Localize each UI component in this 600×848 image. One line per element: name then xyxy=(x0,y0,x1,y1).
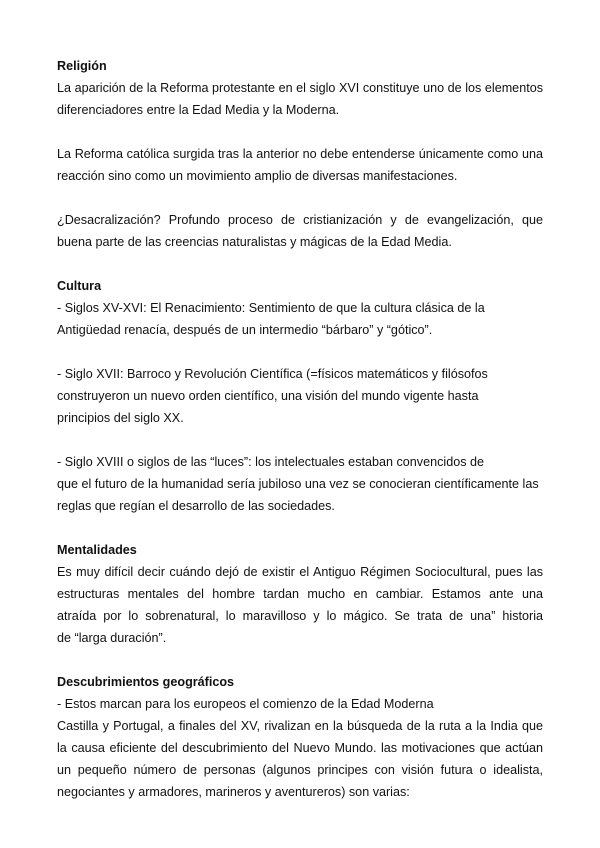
paragraph-line: la causa eficiente del descubrimiento del Nuevo Mundo. las motivaciones que actúan xyxy=(57,741,543,755)
paragraph-line: Antigüedad renacía, después de un intermedio “bárbaro” y “gótico”. xyxy=(57,323,433,337)
paragraph-line: - Siglo XVII: Barroco y Revolución Científica (=físicos matemáticos y filósofos xyxy=(57,367,488,381)
paragraph-line: reacción sino como un movimiento amplio de diversas manifestaciones. xyxy=(57,169,458,183)
paragraph-line: de “larga duración”. xyxy=(57,631,167,645)
paragraph-line: negociantes y armadores, marineros y aventureros) son varias: xyxy=(57,785,410,799)
paragraph-line: estructuras mentales del hombre tardan mucho en cambiar. Estamos ante una xyxy=(57,587,543,601)
paragraph-line: ¿Desacralización? Profundo proceso de cristianización y de evangelización, que xyxy=(57,213,543,227)
paragraph-line: Castilla y Portugal, a finales del XV, rivalizan en la búsqueda de la ruta a la India que xyxy=(57,719,543,733)
paragraph-line: - Estos marcan para los europeos el comienzo de la Edad Moderna xyxy=(57,697,434,711)
section-heading-cultura: Cultura xyxy=(57,279,102,293)
paragraph-gap xyxy=(57,517,543,539)
paragraph-gap xyxy=(57,341,543,363)
paragraph-line: atraída por lo sobrenatural, lo maravilloso y lo mágico. Se trata de una” historia xyxy=(57,609,543,623)
paragraph-line: construyeron un nuevo orden científico, una visión del mundo vigente hasta xyxy=(57,389,479,403)
paragraph-gap xyxy=(57,649,543,671)
paragraph-line: un pequeño número de personas (algunos principes con visión futura o idealista, xyxy=(57,763,543,777)
paragraph-line: - Siglo XVIII o siglos de las “luces”: los intelectuales estaban convencidos de xyxy=(57,455,485,469)
paragraph-line: principios del siglo XX. xyxy=(57,411,184,425)
paragraph-line: - Siglos XV-XVI: El Renacimiento: Sentimiento de que la cultura clásica de la xyxy=(57,301,485,315)
paragraph-line: buena parte de las creencias naturalistas y mágicas de la Edad Media. xyxy=(57,235,452,249)
section-heading-mentalidades: Mentalidades xyxy=(57,543,137,557)
paragraph-line: Es muy difícil decir cuándo dejó de existir el Antiguo Régimen Sociocultural, pues las xyxy=(57,565,543,579)
paragraph-line: diferenciadores entre la Edad Media y la Moderna. xyxy=(57,103,340,117)
section-heading-religion: Religión xyxy=(57,59,107,73)
paragraph-line: reglas que regían el desarrollo de las sociedades. xyxy=(57,499,335,513)
paragraph-gap xyxy=(57,429,543,451)
paragraph-gap xyxy=(57,187,543,209)
paragraph-line: La Reforma católica surgida tras la anterior no debe entenderse únicamente como una xyxy=(57,147,543,161)
section-heading-descubrimientos: Descubrimientos geográficos xyxy=(57,675,235,689)
paragraph-gap xyxy=(57,121,543,143)
paragraph-gap xyxy=(57,253,543,275)
paragraph-line: La aparición de la Reforma protestante en el siglo XVI constituye uno de los elementos xyxy=(57,81,543,95)
paragraph-line: que el futuro de la humanidad sería jubiloso una vez se conocieran científicamente las xyxy=(57,477,539,491)
document-page xyxy=(57,55,543,803)
